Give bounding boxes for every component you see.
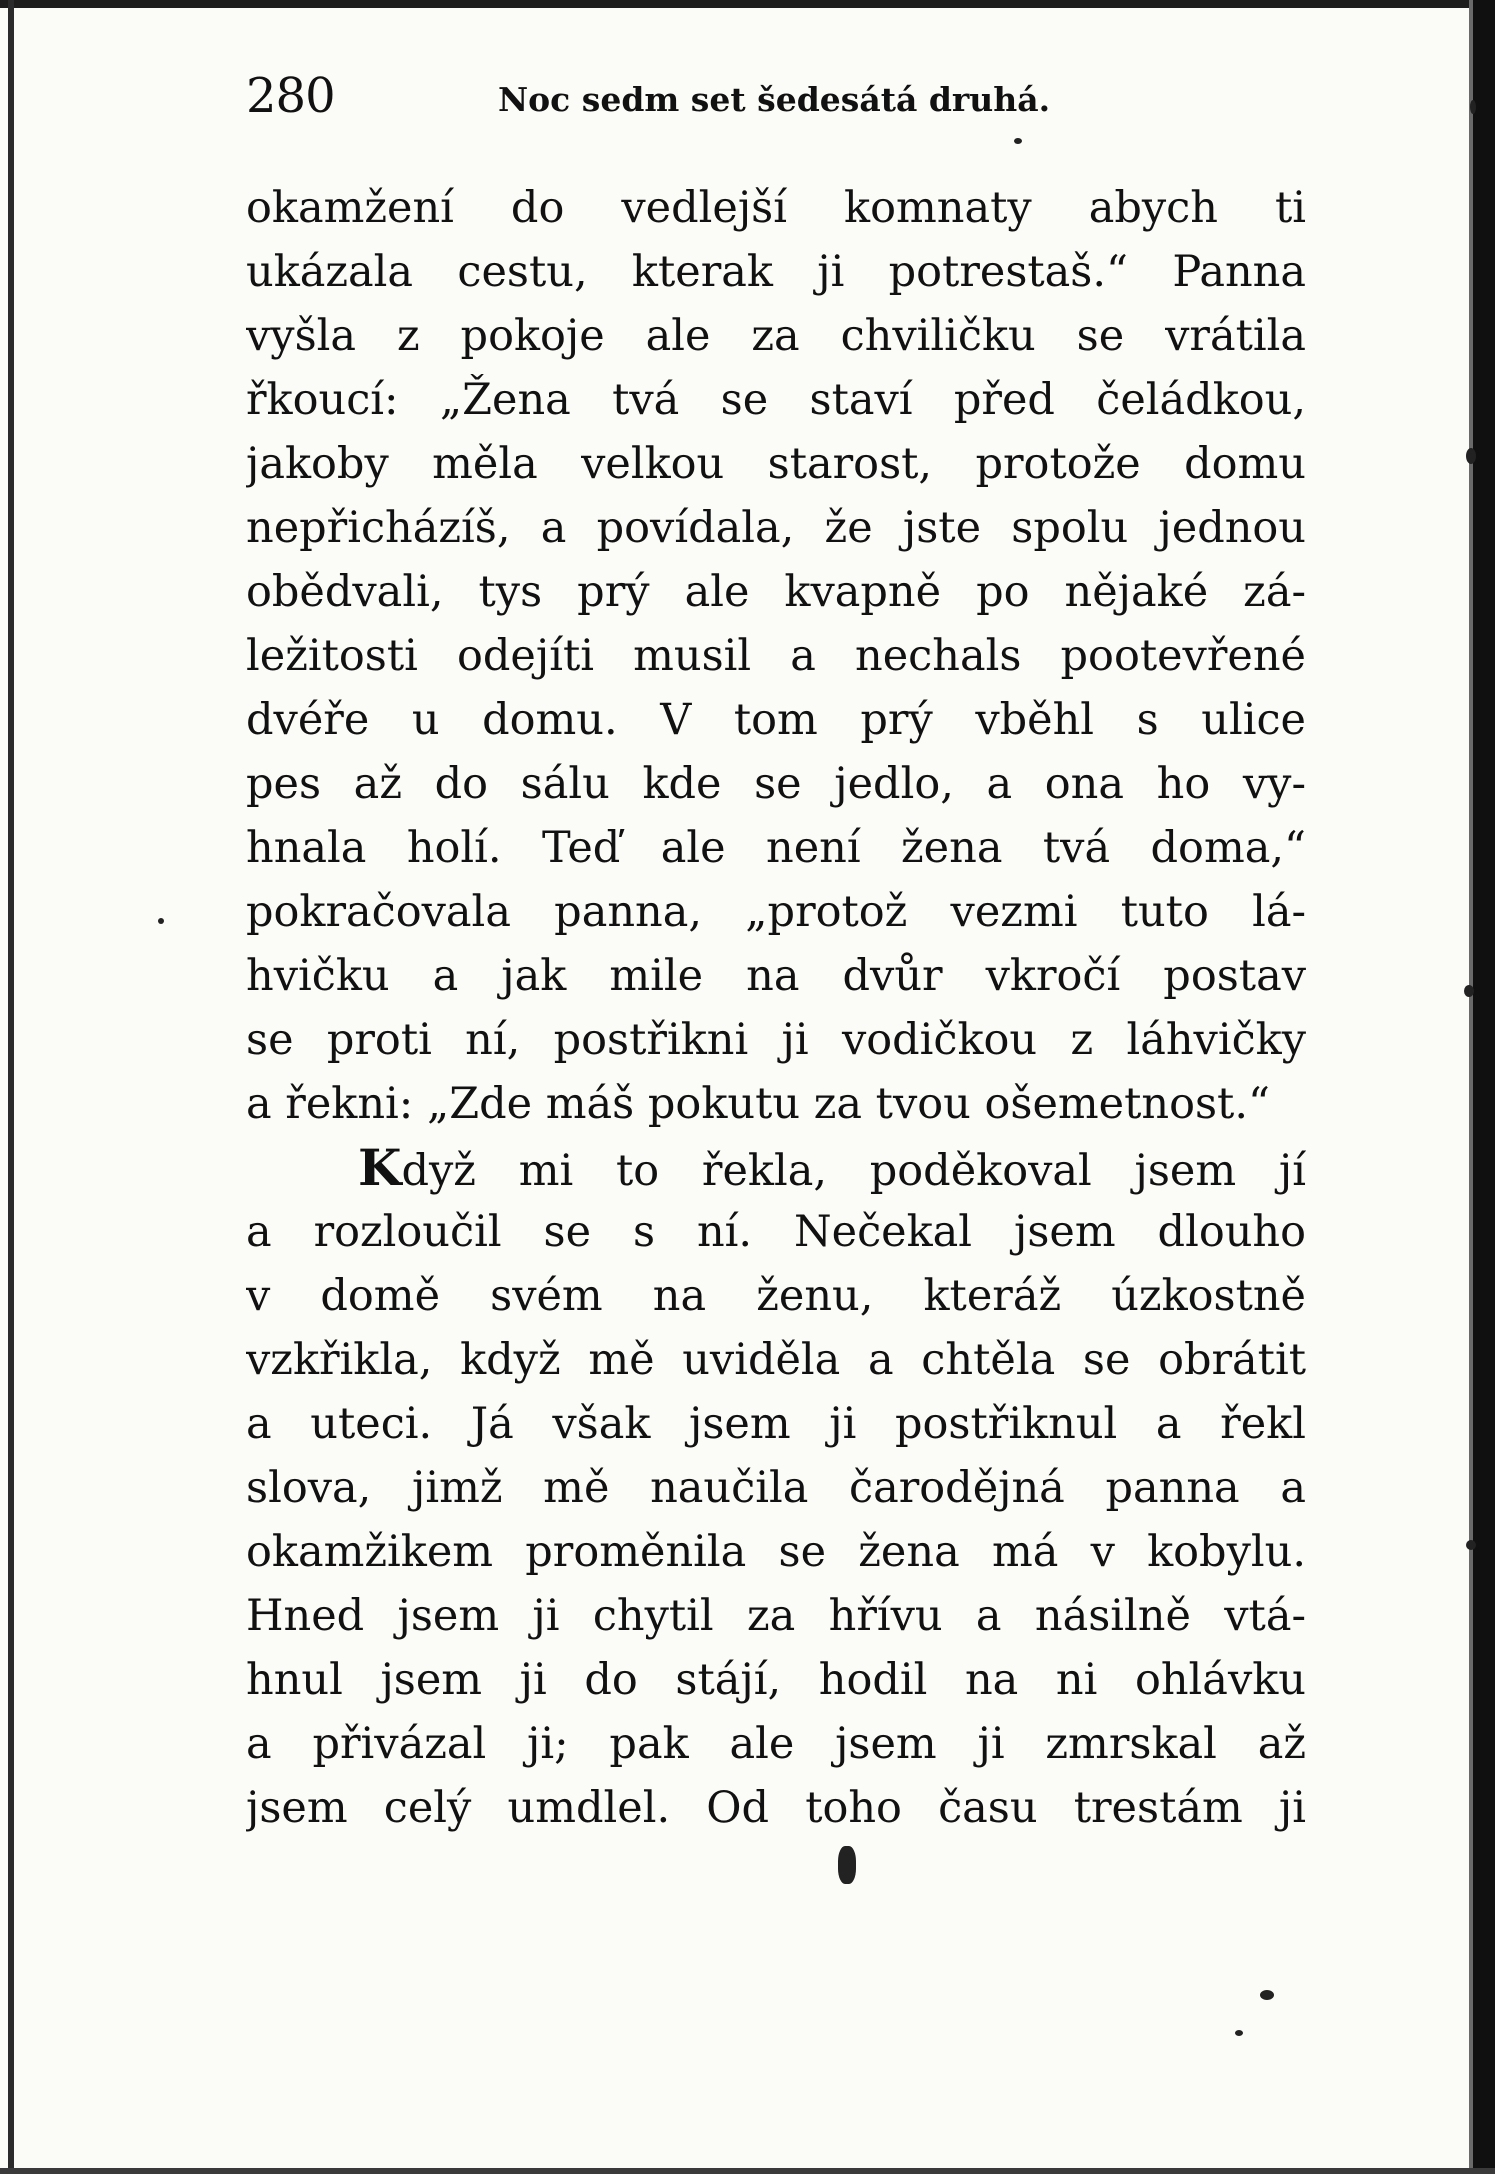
text-line: v domě svém na ženu, kteráž úzkostně — [246, 1271, 1306, 1321]
running-title: Noc sedm set šedesátá druhá. — [498, 80, 1051, 119]
text-line: vzkřikla, když mě uviděla a chtěla se obrátit — [246, 1335, 1306, 1385]
ink-speck — [1014, 138, 1022, 144]
ink-speck — [1260, 1990, 1274, 2000]
text-line: hnul jsem ji do stájí, hodil na ni ohlávku — [246, 1655, 1306, 1705]
ink-speck — [158, 918, 164, 924]
text-line: pokračovala panna, „protož vezmi tuto lá- — [246, 887, 1306, 937]
text-line-first — [246, 1136, 1306, 1200]
text-line: jsem celý umdlel. Od toho času trestám ji — [246, 1783, 1306, 1833]
text-line: vyšla z pokoje ale za chviličku se vrátila — [246, 311, 1306, 361]
ink-speck — [1235, 2030, 1243, 2036]
text-line: nepřicházíš, a povídala, že jste spolu jednou — [246, 503, 1306, 553]
body-text — [246, 176, 1306, 1840]
page-header — [246, 66, 1306, 136]
text-line: hnala holí. Teď ale není žena tvá doma,“ — [246, 823, 1306, 873]
text-line: okamžení do vedlejší komnaty abych ti — [246, 183, 1306, 233]
text-line: a rozloučil se s ní. Nečekal jsem dlouho — [246, 1207, 1306, 1257]
text-line: hvičku a jak mile na dvůr vkročí postav — [246, 951, 1306, 1001]
text-line: slova, jimž mě naučila čarodějná panna a — [246, 1463, 1306, 1513]
text-line: ležitosti odejíti musil a nechals pootevřené — [246, 631, 1306, 681]
ink-speck — [1466, 1540, 1476, 1550]
ink-speck — [1464, 985, 1474, 997]
text-line: obědvali, tys prý ale kvapně po nějaké zá- — [246, 567, 1306, 617]
ink-speck — [1466, 448, 1476, 464]
text-line: ukázala cestu, kterak ji potrestaš.“ Panna — [246, 247, 1306, 297]
text-line: dvéře u domu. V tom prý vběhl s ulice — [246, 695, 1306, 745]
text-line: Hned jsem ji chytil za hřívu a násilně vtá- — [246, 1591, 1306, 1641]
text-line: pes až do sálu kde se jedlo, a ona ho vy- — [246, 759, 1306, 809]
scan-border-bottom — [0, 2168, 1495, 2174]
scan-border-top — [0, 0, 1495, 8]
text-line: jakoby měla velkou starost, protože domu — [246, 439, 1306, 489]
paragraph-2 — [246, 1136, 1306, 1840]
text-line: se proti ní, postřikni ji vodičkou z láhvičky — [246, 1015, 1306, 1065]
text-line: řkoucí: „Žena tvá se staví před čeládkou, — [246, 375, 1306, 425]
drop-capital: K — [358, 1138, 402, 1197]
scan-border-left — [8, 0, 14, 2174]
text-line: a uteci. Já však jsem ji postřiknul a řekl — [246, 1399, 1306, 1449]
ink-speck — [1470, 100, 1476, 114]
text-line-first-rest: dyž mi to řekla, poděkoval jsem jí — [401, 1146, 1306, 1196]
page-number: 280 — [246, 68, 335, 124]
ink-speck — [838, 1846, 856, 1884]
text-line: okamžikem proměnila se žena má v kobylu. — [246, 1527, 1306, 1577]
paragraph-1 — [246, 176, 1306, 1136]
text-line: a přivázal ji; pak ale jsem ji zmrskal až — [246, 1719, 1306, 1769]
scan-border-right — [1473, 0, 1495, 2174]
text-line: a řekni: „Zde máš pokutu za tvou ošemetnost.“ — [246, 1079, 1270, 1129]
